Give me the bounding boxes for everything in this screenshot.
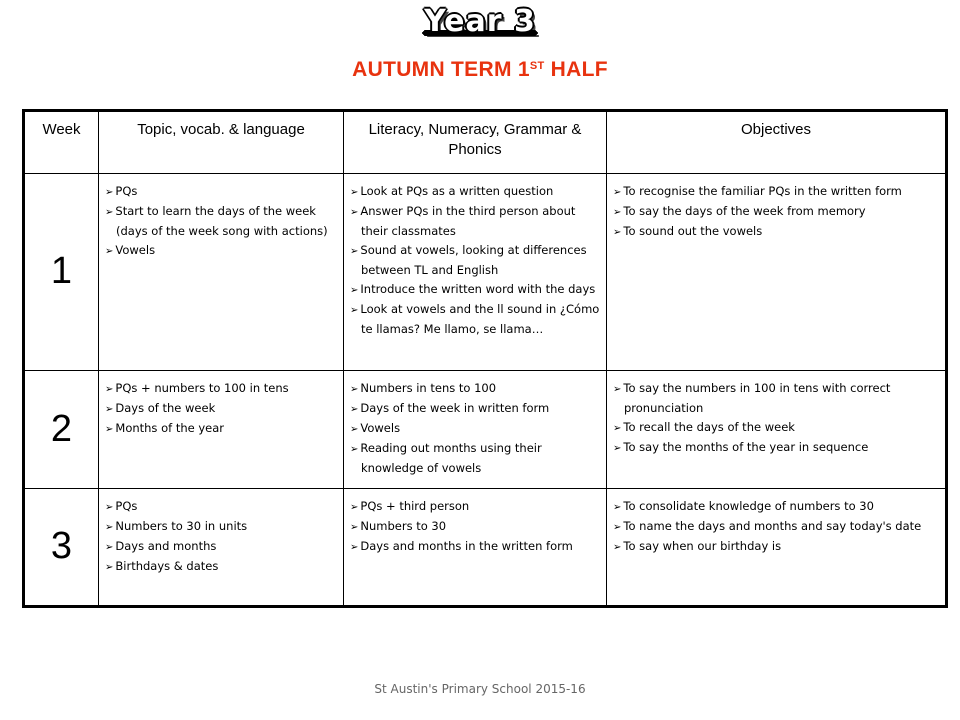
- bullet-list: [613, 182, 940, 242]
- list-item: ➢ Numbers in tens to 100: [350, 379, 601, 399]
- list-item: ➢ Numbers to 30: [350, 517, 601, 537]
- list-item: ➢ Numbers to 30 in units: [105, 517, 338, 537]
- bullet-list: [105, 497, 338, 577]
- list-item: ➢ To recall the days of the week: [613, 418, 940, 438]
- list-item: ➢ Look at vowels and the ll sound in ¿Cómo te llamas? Me llamo, se llama…: [350, 300, 601, 339]
- table-row: [24, 489, 947, 607]
- topic-cell: [99, 371, 344, 489]
- list-item: ➢ PQs + numbers to 100 in tens: [105, 379, 338, 399]
- topic-cell: [99, 489, 344, 607]
- objectives-cell: [607, 489, 947, 607]
- list-item: ➢ Days of the week in written form: [350, 399, 601, 419]
- list-item: ➢ To name the days and months and say today's date: [613, 517, 940, 537]
- header-objectives: Objectives: [607, 111, 947, 174]
- bullet-list: [613, 379, 940, 458]
- list-item: ➢ Introduce the written word with the days: [350, 280, 601, 300]
- bullet-list: [350, 497, 601, 557]
- literacy-cell: [344, 489, 607, 607]
- week-number: 3: [24, 489, 99, 607]
- page-title: Year 3: [424, 4, 536, 39]
- bullet-list: [613, 497, 940, 557]
- term-subtitle: [0, 58, 960, 82]
- list-item: ➢ PQs: [105, 497, 338, 517]
- list-item: ➢ PQs + third person: [350, 497, 601, 517]
- list-item: ➢ To recognise the familiar PQs in the written form: [613, 182, 940, 202]
- literacy-cell: [344, 371, 607, 489]
- objectives-cell: [607, 371, 947, 489]
- list-item: ➢ Months of the year: [105, 419, 338, 439]
- header-literacy: Literacy, Numeracy, Grammar & Phonics: [344, 111, 607, 174]
- list-item: ➢ Answer PQs in the third person about their classmates: [350, 202, 601, 241]
- table-row: [24, 371, 947, 489]
- list-item: ➢ Sound at vowels, looking at differences between TL and English: [350, 241, 601, 280]
- list-item: ➢ To say the months of the year in sequence: [613, 438, 940, 458]
- list-item: ➢ To sound out the vowels: [613, 222, 940, 242]
- table-row: [24, 174, 947, 371]
- list-item: ➢ To say the numbers in 100 in tens with correct pronunciation: [613, 379, 940, 418]
- list-item: ➢ Days and months: [105, 537, 338, 557]
- list-item: ➢ To say when our birthday is: [613, 537, 940, 557]
- list-item: ➢ Look at PQs as a written question: [350, 182, 601, 202]
- header-row: [24, 111, 947, 174]
- list-item: ➢ Birthdays & dates: [105, 557, 338, 577]
- bullet-list: [350, 182, 601, 339]
- bullet-list: [350, 379, 601, 478]
- footer-school-name: St Austin's Primary School 2015-16: [374, 682, 586, 696]
- bullet-list: [105, 182, 338, 261]
- week-number: 2: [24, 371, 99, 489]
- list-item: ➢ Start to learn the days of the week (days of the week song with actions): [105, 202, 338, 241]
- term-label: AUTUMN TERM 1: [352, 58, 530, 81]
- term-ordinal: ST: [529, 60, 545, 72]
- topic-cell: [99, 174, 344, 371]
- list-item: ➢ Days and months in the written form: [350, 537, 601, 557]
- list-item: ➢ To consolidate knowledge of numbers to 30: [613, 497, 940, 517]
- week-number: 1: [24, 174, 99, 371]
- literacy-cell: [344, 174, 607, 371]
- list-item: ➢ PQs: [105, 182, 338, 202]
- list-item: ➢ Reading out months using their knowledge of vowels: [350, 439, 601, 478]
- list-item: ➢ Vowels: [350, 419, 601, 439]
- header-topic: Topic, vocab. & language: [99, 111, 344, 174]
- list-item: ➢ To say the days of the week from memory: [613, 202, 940, 222]
- bullet-list: [105, 379, 338, 439]
- header-week: Week: [24, 111, 99, 174]
- objectives-cell: [607, 174, 947, 371]
- term-half: HALF: [544, 58, 608, 81]
- scheme-of-work-table: [22, 109, 948, 608]
- list-item: ➢ Days of the week: [105, 399, 338, 419]
- list-item: ➢ Vowels: [105, 241, 338, 261]
